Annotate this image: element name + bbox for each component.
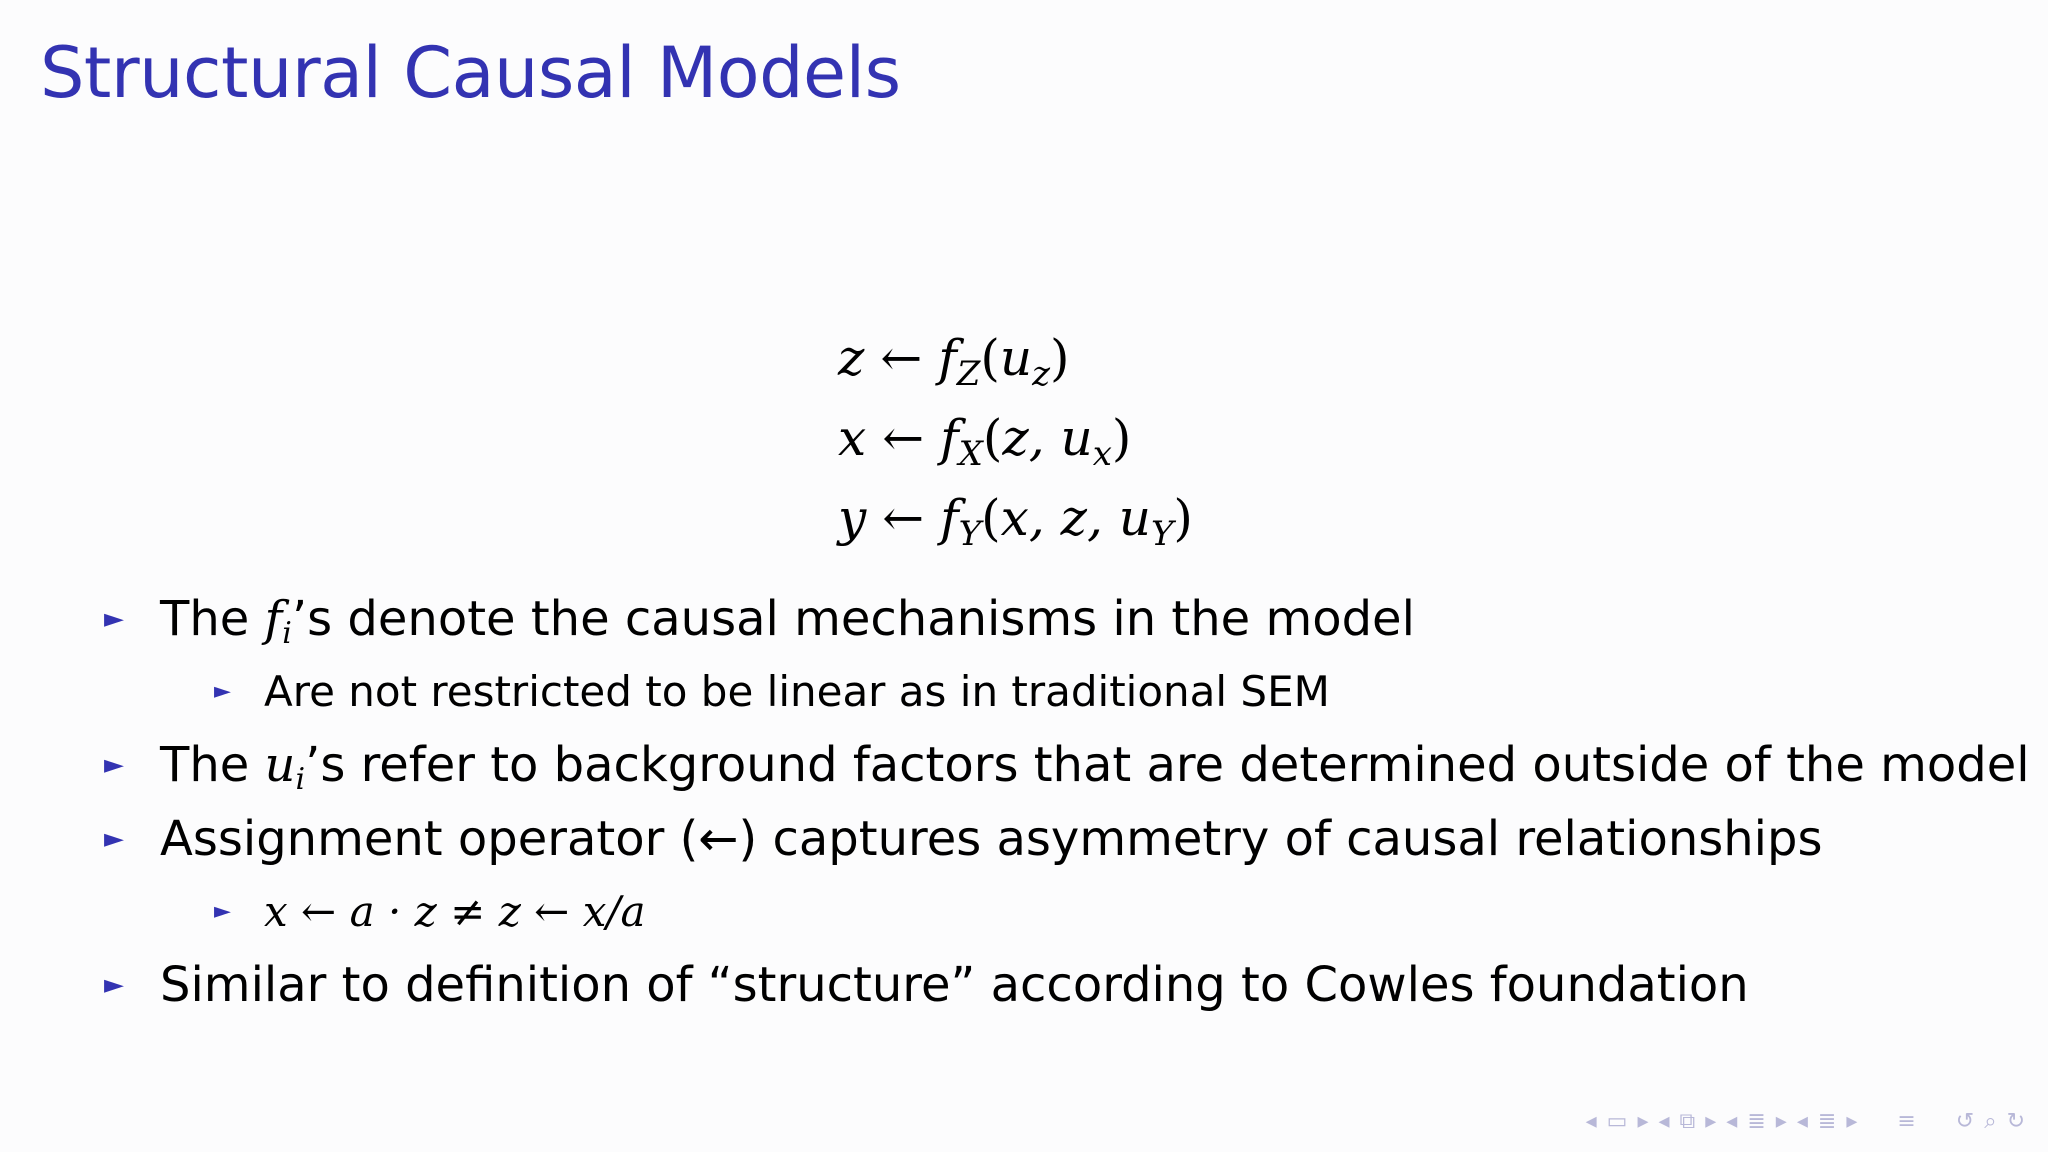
bullet-text: Are not restricted to be linear as in traditional SEM bbox=[264, 667, 1330, 716]
beamer-navigation-bar bbox=[1583, 1109, 2028, 1134]
subsection-icon[interactable]: ≣ bbox=[1747, 1109, 1766, 1134]
bullet-text: Similar to definition of “structure” according to Cowles foundation bbox=[160, 957, 1749, 1013]
bullet-list bbox=[104, 588, 2030, 1028]
bullet-item bbox=[104, 588, 2030, 650]
equation-y: y ← $f_Y(x$, z, $u_Y$) bbox=[838, 489, 1193, 554]
subsubsection-icon[interactable]: ≣ bbox=[1817, 1109, 1837, 1134]
nav-right-arrow-icon[interactable]: ▸ bbox=[1846, 1109, 1858, 1134]
equation-x: x ← $f_X(z$, $u_x$) bbox=[838, 409, 1132, 474]
bullet-text: The $u_i’s$ refer to background factors that are determined outside of the model bbox=[160, 737, 2030, 797]
frame-icon[interactable]: ▭ bbox=[1606, 1109, 1628, 1134]
bullet-marker-icon: ► bbox=[104, 824, 124, 854]
bullet-marker-icon: ► bbox=[214, 679, 231, 704]
list-icon[interactable]: ≡ bbox=[1897, 1109, 1916, 1134]
section-icon[interactable]: ⧉ bbox=[1679, 1109, 1696, 1134]
undo-icon[interactable]: ↺ bbox=[1955, 1109, 1975, 1134]
bullet-text: The $f_i’s$ denote the causal mechanisms in the model bbox=[160, 591, 1415, 651]
nav-right-arrow-icon[interactable]: ▸ bbox=[1705, 1109, 1717, 1134]
nav-right-arrow-icon[interactable]: ▸ bbox=[1775, 1109, 1787, 1134]
sub-bullet-item bbox=[214, 882, 2030, 942]
search-icon[interactable]: ⌕ bbox=[1984, 1109, 1997, 1134]
slide-title: Structural Causal Models bbox=[40, 32, 901, 114]
equation-z: z ← $f_Z(u_z)$ bbox=[838, 329, 1070, 394]
bullet-item bbox=[104, 954, 2030, 1016]
bullet-text: x ← a · z ≠ z ← x/a bbox=[264, 887, 646, 936]
bullet-item bbox=[104, 808, 2030, 870]
redo-icon[interactable]: ↻ bbox=[2006, 1109, 2025, 1134]
bullet-marker-icon: ► bbox=[104, 604, 124, 634]
nav-left-arrow-icon[interactable]: ◂ bbox=[1585, 1109, 1597, 1134]
bullet-item bbox=[104, 734, 2030, 796]
bullet-marker-icon: ► bbox=[214, 899, 231, 924]
sub-bullet-item bbox=[214, 662, 2030, 722]
bullet-text: Assignment operator (←) captures asymmetry of causal relationships bbox=[160, 811, 1823, 867]
bullet-marker-icon: ► bbox=[104, 970, 124, 1000]
nav-right-arrow-icon[interactable]: ▸ bbox=[1637, 1109, 1649, 1134]
nav-left-arrow-icon[interactable]: ◂ bbox=[1726, 1109, 1738, 1134]
nav-left-arrow-icon[interactable]: ◂ bbox=[1796, 1109, 1808, 1134]
bullet-marker-icon: ► bbox=[104, 750, 124, 780]
nav-left-arrow-icon[interactable]: ◂ bbox=[1658, 1109, 1670, 1134]
equation-block bbox=[838, 318, 1193, 558]
